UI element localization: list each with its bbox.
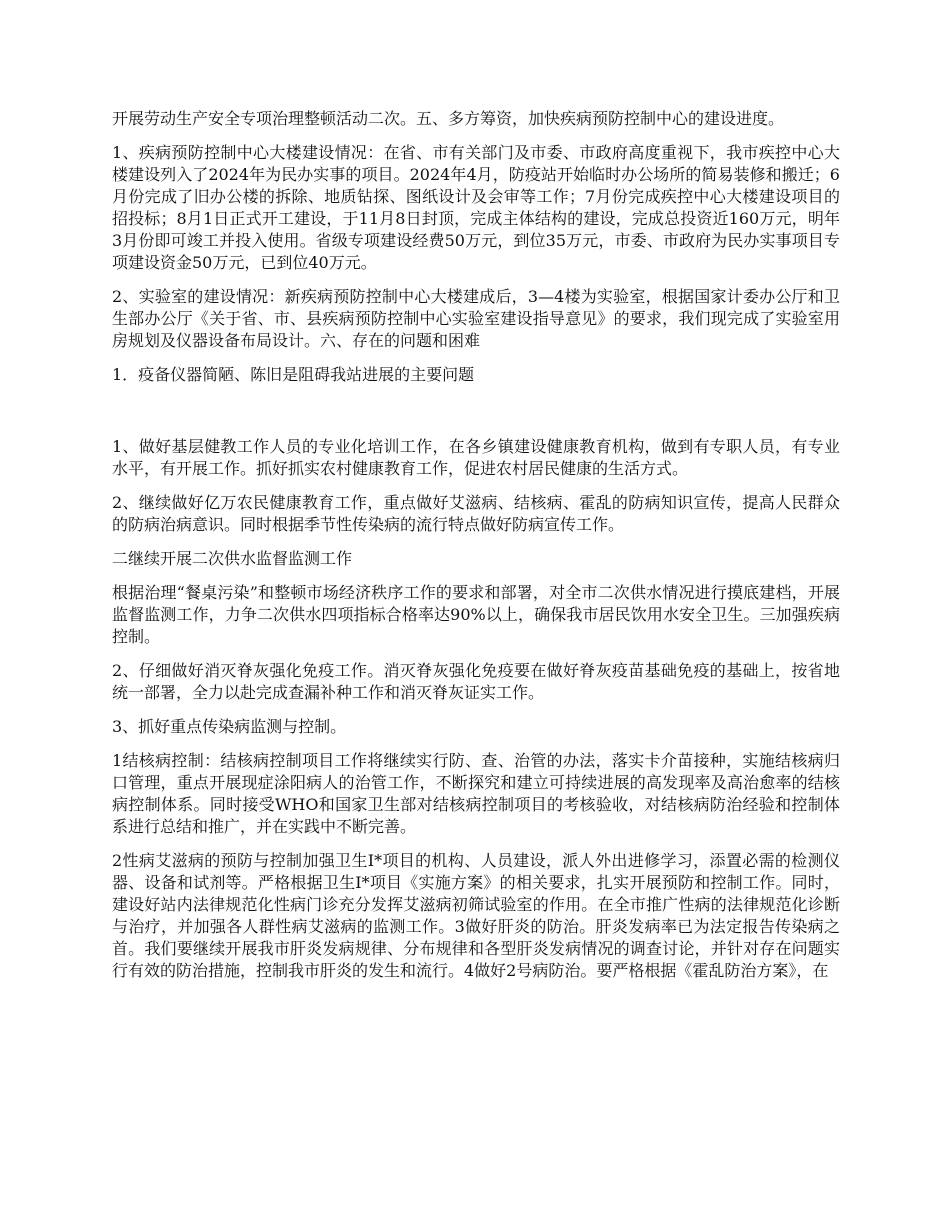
paragraph-tuberculosis: 1结核病控制：结核病控制项目工作将继续实行防、查、治管的办法，落实卡介苗接种，实施结核病归口管理，重点开展现症涂阳病人的治管工作，不断探究和建立可持续进展的高发现率及高治愈率的结核病控制体系。同时接受WHO和国家卫生部对结核病控制项目的考核验收，对结核病防治经验和控制体系进行总结和推广，并在实践中不断完善。	[112, 751, 840, 836]
paragraph-polio: 2、仔细做好消灭脊灰强化免疫工作。消灭脊灰强化免疫要在做好脊灰疫苗基础免疫的基础上，按省地统一部署，全力以赴完成查漏补种工作和消灭脊灰证实工作。	[112, 661, 840, 702]
paragraph-std-aids: 2性病艾滋病的预防与控制加强卫生I*项目的机构、人员建设，派人外出进修学习，添置必需的检测仪器、设备和试剂等。严格根据卫生I*项目《实施方案》的相关要求，扎实开展预防和控制工作。同时，建设好站内法律规范化性病门诊充分发挥艾滋病初筛试验室的作用。在全市推广性病的法律规范化诊断与治疗，并加强各人群性病艾滋病的监测工作。3做好肝炎的防治。肝炎发病率已为法定报告传染病之首。我们要继续开展我市肝炎发病规律、分布规律和各型肝炎发病情况的调查讨论，并针对存在问题实行有效的防治措施，控制我市肝炎的发生和流行。4做好2号病防治。要严格根据《霍乱防治方案》，在	[112, 851, 840, 980]
paragraph-gap	[112, 398, 840, 436]
paragraph-water-supply: 根据治理“餐桌污染”和整顿市场经济秩序工作的要求和部署，对全市二次供水情况进行摸底建档，开展监督监测工作，力争二次供水四项指标合格率达90%以上，确保我市居民饮用水安全卫生。三加强疾病控制。	[112, 583, 840, 646]
paragraph-water-heading: 二继续开展二次供水监督监测工作	[112, 549, 353, 568]
document-page	[112, 108, 840, 994]
paragraph-problem: 1．疫备仪器简陋、陈旧是阻碍我站进展的主要问题	[112, 365, 475, 384]
paragraph-laboratory: 2、实验室的建设情况：新疾病预防控制中心大楼建成后，3—4楼为实验室，根据国家计委办公厅和卫生部办公厅《关于省、市、县疾病预防控制中心实验室建设指导意见》的要求，我们现完成了实验室用房规划及仪器设备布局设计。六、存在的问题和困难	[112, 287, 840, 350]
paragraph-intro: 开展劳动生产安全专项治理整顿活动二次。五、多方筹资，加快疾病预防控制中心的建设进度。	[112, 109, 785, 128]
paragraph-health-education: 2、继续做好亿万农民健康教育工作，重点做好艾滋病、结核病、霍乱的防病知识宣传，提高人民群众的防病治病意识。同时根据季节性传染病的流行特点做好防病宣传工作。	[112, 493, 840, 534]
paragraph-cdc-building: 1、疾病预防控制中心大楼建设情况：在省、市有关部门及市委、市政府高度重视下，我市疾控中心大楼建设列入了2024年为民办实事的项目。2024年4月，防疫站开始临时办公场所的简易装修和搬迁；6月份完成了旧办公楼的拆除、地质钻探、图纸设计及会审等工作；7月份完成疾控中心大楼建设项目的招投标；8月1日正式开工建设，于11月8日封顶，完成主体结构的建设，完成总投资近160万元，明年3月份即可竣工并投入使用。省级专项建设经费50万元，到位35万元，市委、市政府为民办实事项目专项建设资金50万元，已到位40万元。	[112, 143, 840, 272]
paragraph-infectious-disease: 3、抓好重点传染病监测与控制。	[112, 717, 347, 736]
paragraph-health-training: 1、做好基层健教工作人员的专业化培训工作，在各乡镇建设健康教育机构，做到有专职人员，有专业水平，有开展工作。抓好抓实农村健康教育工作，促进农村居民健康的生活方式。	[112, 437, 840, 478]
